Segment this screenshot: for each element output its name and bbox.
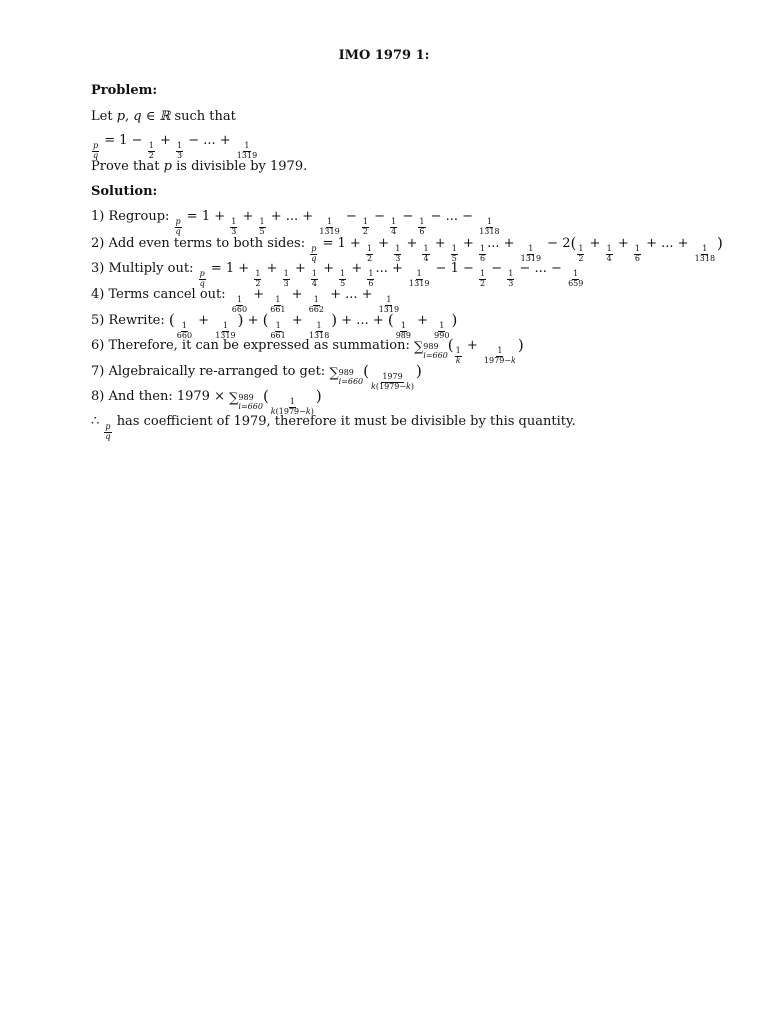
problem-intro: Let — [91, 109, 113, 124]
problem-equation: $\frac{p}{q}$ = 1 − $\frac{1}{2}$ + $\frac{1}{3}$ − ... + $\frac{1}{1319}$ — [93, 133, 258, 160]
step-3-label: 3) Multiply out: — [91, 261, 194, 276]
step-2-label: 2) Add even terms to both sides: — [91, 236, 306, 251]
problem-statement — [91, 110, 236, 123]
step-5-label: 5) Rewrite: — [91, 313, 165, 328]
step-8-label: 8) And then: 1979 × — [91, 389, 225, 404]
conclusion-text: has coefficient of 1979, therefore it must be divisible by this quantity. — [116, 414, 576, 429]
step-4-label: 4) Terms cancel out: — [91, 287, 226, 302]
prove-statement — [91, 160, 307, 173]
step-1-label: 1) Regroup: — [91, 209, 170, 224]
step-4: 4) Terms cancel out: $\frac{1}{660}$ + $\frac{1}{661}$ + $\frac{1}{662}$ + ... + $\frac{1}{1319}$ — [91, 287, 400, 314]
conclusion: ∴ $\frac{p}{q}$ has coefficient of 1979, therefore it must be divisible by this quantity. — [91, 414, 576, 441]
step-2: 2) Add even terms to both sides: $\frac{p}{q}$ = 1 + $\frac{1}{2}$ + $\frac{1}{3}$ + $\frac{1}{4}$ + $\frac{1}{5}$ + $\frac{1}{6}$ ... + $\frac{1}{1319}$ − 2( $\frac{1}{2}$ + $\frac{1}{4}$ + $\frac{1}{6}$ + ... + $\frac{1}{1318}$ ) — [91, 234, 723, 263]
problem-heading: Problem: — [91, 83, 158, 98]
step-5: 5) Rewrite: ( $\frac{1}{660}$ + $\frac{1}{1319}$ ) + ( $\frac{1}{661}$ + $\frac{1}{1318}$ ) + ... + ( $\frac{1}{989}$ + $\frac{1}{990}$ ) — [91, 311, 458, 340]
step-7: 7) Algebraically re-arranged to get: ∑ 989 i=660 ( $\frac{1979}{k(1979-k)}$ ) — [91, 362, 422, 391]
step-6: 6) Therefore, it can be expressed as summation: ∑ 989 i=660 ( $\frac{1}{k}$ + $\frac{1}{1979-k}$ ) — [91, 336, 524, 365]
prove-text-2: is divisible by 1979. — [176, 159, 308, 174]
problem-suffix: such that — [174, 109, 236, 124]
therefore-symbol: ∴ — [91, 414, 100, 429]
step-1: 1) Regroup: $\frac{p}{q}$ = 1 + $\frac{1}{3}$ + $\frac{1}{5}$ + ... + $\frac{1}{1319}$ − $\frac{1}{2}$ − $\frac{1}{4}$ − $\frac{1}{6}$ − ... − $\frac{1}{1318}$ — [91, 209, 500, 236]
step-6-label: 6) Therefore, it can be expressed as summation: — [91, 338, 410, 353]
step-3: 3) Multiply out: $\frac{p}{q}$ = 1 + $\frac{1}{2}$ + $\frac{1}{3}$ + $\frac{1}{4}$ + $\frac{1}{5}$ + $\frac{1}{6}$ ... + $\frac{1}{1319}$ − 1 − $\frac{1}{2}$ − $\frac{1}{3}$ − ... − $\frac{1}{659}$ — [91, 261, 584, 288]
document-title: IMO 1979 1: — [338, 48, 430, 63]
prove-var: p — [163, 159, 172, 174]
prove-text-1: Prove that — [91, 159, 160, 174]
step-8: 8) And then: 1979 × ∑ 989 i=660 ( $\frac{1}{k(1979-k)}$ ) — [91, 387, 322, 416]
problem-vars: p, q ∈ ℝ — [116, 109, 171, 124]
step-7-label: 7) Algebraically re-arranged to get: — [91, 364, 326, 379]
solution-heading: Solution: — [91, 184, 158, 199]
